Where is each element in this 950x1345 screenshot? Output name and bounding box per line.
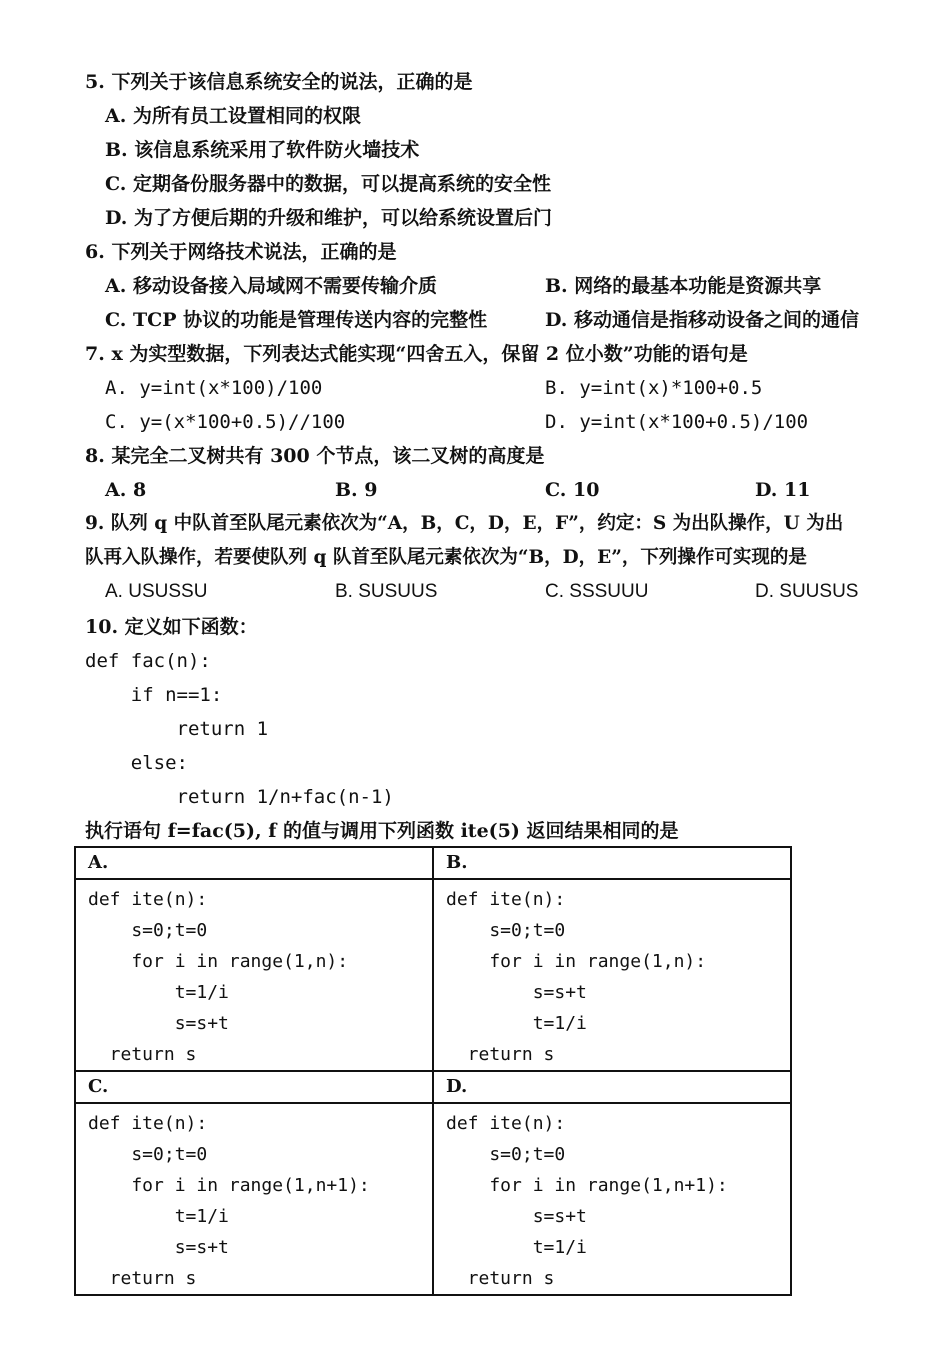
q5-stem: 5. 下列关于该信息系统安全的说法，正确的是: [85, 71, 473, 93]
q9-option-b[interactable]: B. SUSUUS: [335, 581, 438, 602]
code-line: return s: [446, 1044, 555, 1065]
q8-option-d[interactable]: D. 11: [755, 479, 811, 501]
code-line: t=1/i: [446, 1013, 587, 1034]
choice-b-label[interactable]: B.: [433, 847, 791, 879]
code-line: s=0;t=0: [88, 1144, 208, 1165]
choice-d-code[interactable]: [433, 1103, 791, 1295]
q7-option-d[interactable]: D. y=int(x*100+0.5)/100: [545, 411, 809, 433]
choice-a-code[interactable]: [75, 879, 433, 1071]
fac-code-line: return 1/n+fac(n-1): [85, 786, 394, 808]
code-line: for i in range(1,n+1):: [88, 1175, 370, 1196]
code-line: def ite(n):: [446, 889, 566, 910]
choice-c-code[interactable]: [75, 1103, 433, 1295]
code-line: t=1/i: [88, 982, 229, 1003]
q6-option-b[interactable]: B. 网络的最基本功能是资源共享: [545, 275, 822, 297]
choice-b-code[interactable]: [433, 879, 791, 1071]
code-line: s=0;t=0: [446, 1144, 566, 1165]
q6-option-d[interactable]: D. 移动通信是指移动设备之间的通信: [545, 309, 860, 331]
q5-option-c[interactable]: C. 定期备份服务器中的数据，可以提高系统的安全性: [105, 173, 552, 195]
code-line: for i in range(1,n):: [88, 951, 349, 972]
fac-code-line: def fac(n):: [85, 650, 211, 672]
code-line: for i in range(1,n):: [446, 951, 707, 972]
choice-a-label[interactable]: A.: [75, 847, 433, 879]
code-line: return s: [446, 1268, 555, 1289]
q10-question: 执行语句 f=fac(5), f 的值与调用下列函数 ite(5) 返回结果相同的是: [85, 820, 679, 842]
q10-stem: 10. 定义如下函数：: [85, 616, 258, 638]
code-line: s=s+t: [446, 1206, 587, 1227]
code-line: s=s+t: [88, 1013, 229, 1034]
code-line: for i in range(1,n+1):: [446, 1175, 728, 1196]
q8-option-b[interactable]: B. 9: [335, 479, 378, 501]
code-line: s=s+t: [446, 982, 587, 1003]
q5-option-b[interactable]: B. 该信息系统采用了软件防火墙技术: [105, 139, 420, 161]
q6-stem: 6. 下列关于网络技术说法，正确的是: [85, 241, 397, 263]
q8-stem: 8. 某完全二叉树共有 300 个节点，该二叉树的高度是: [85, 445, 545, 467]
q9-option-d[interactable]: D. SUUSUS: [755, 581, 859, 602]
code-line: t=1/i: [88, 1206, 229, 1227]
code-line: t=1/i: [446, 1237, 587, 1258]
choice-c-label[interactable]: C.: [75, 1071, 433, 1103]
code-line: def ite(n):: [88, 889, 208, 910]
q7-stem: 7. x 为实型数据，下列表达式能实现“四舍五入，保留 2 位小数”功能的语句是: [85, 343, 748, 365]
choice-d-label[interactable]: D.: [433, 1071, 791, 1103]
q7-option-b[interactable]: B. y=int(x)*100+0.5: [545, 377, 763, 399]
q9-option-a[interactable]: A. USUSSU: [105, 581, 208, 602]
q5-option-a[interactable]: A. 为所有员工设置相同的权限: [105, 105, 361, 127]
fac-code-line: else:: [85, 752, 188, 774]
answer-choices-table: [74, 846, 792, 1296]
code-line: s=0;t=0: [446, 920, 566, 941]
q9-option-c[interactable]: C. SSSUUU: [545, 581, 649, 602]
code-line: return s: [88, 1268, 197, 1289]
q6-option-c[interactable]: C. TCP 协议的功能是管理传送内容的完整性: [105, 309, 488, 331]
q7-option-c[interactable]: C. y=(x*100+0.5)//100: [105, 411, 346, 433]
q6-option-a[interactable]: A. 移动设备接入局域网不需要传输介质: [105, 275, 437, 297]
code-line: s=0;t=0: [88, 920, 208, 941]
q9-stem-line-1: 9. 队列 q 中队首至队尾元素依次为“A，B，C，D，E，F”，约定：S 为出队操作，U 为出: [85, 513, 844, 534]
code-line: s=s+t: [88, 1237, 229, 1258]
q8-option-a[interactable]: A. 8: [105, 479, 147, 501]
fac-code-line: if n==1:: [85, 684, 223, 706]
q5-option-d[interactable]: D. 为了方便后期的升级和维护，可以给系统设置后门: [105, 207, 553, 229]
q9-stem-line-2: 队再入队操作，若要使队列 q 队首至队尾元素依次为“B，D，E”，下列操作可实现的是: [85, 547, 807, 568]
q7-option-a[interactable]: A. y=int(x*100)/100: [105, 377, 323, 399]
code-line: def ite(n):: [88, 1113, 208, 1134]
code-line: return s: [88, 1044, 197, 1065]
fac-code-line: return 1: [85, 718, 269, 740]
code-line: def ite(n):: [446, 1113, 566, 1134]
q8-option-c[interactable]: C. 10: [545, 479, 600, 501]
